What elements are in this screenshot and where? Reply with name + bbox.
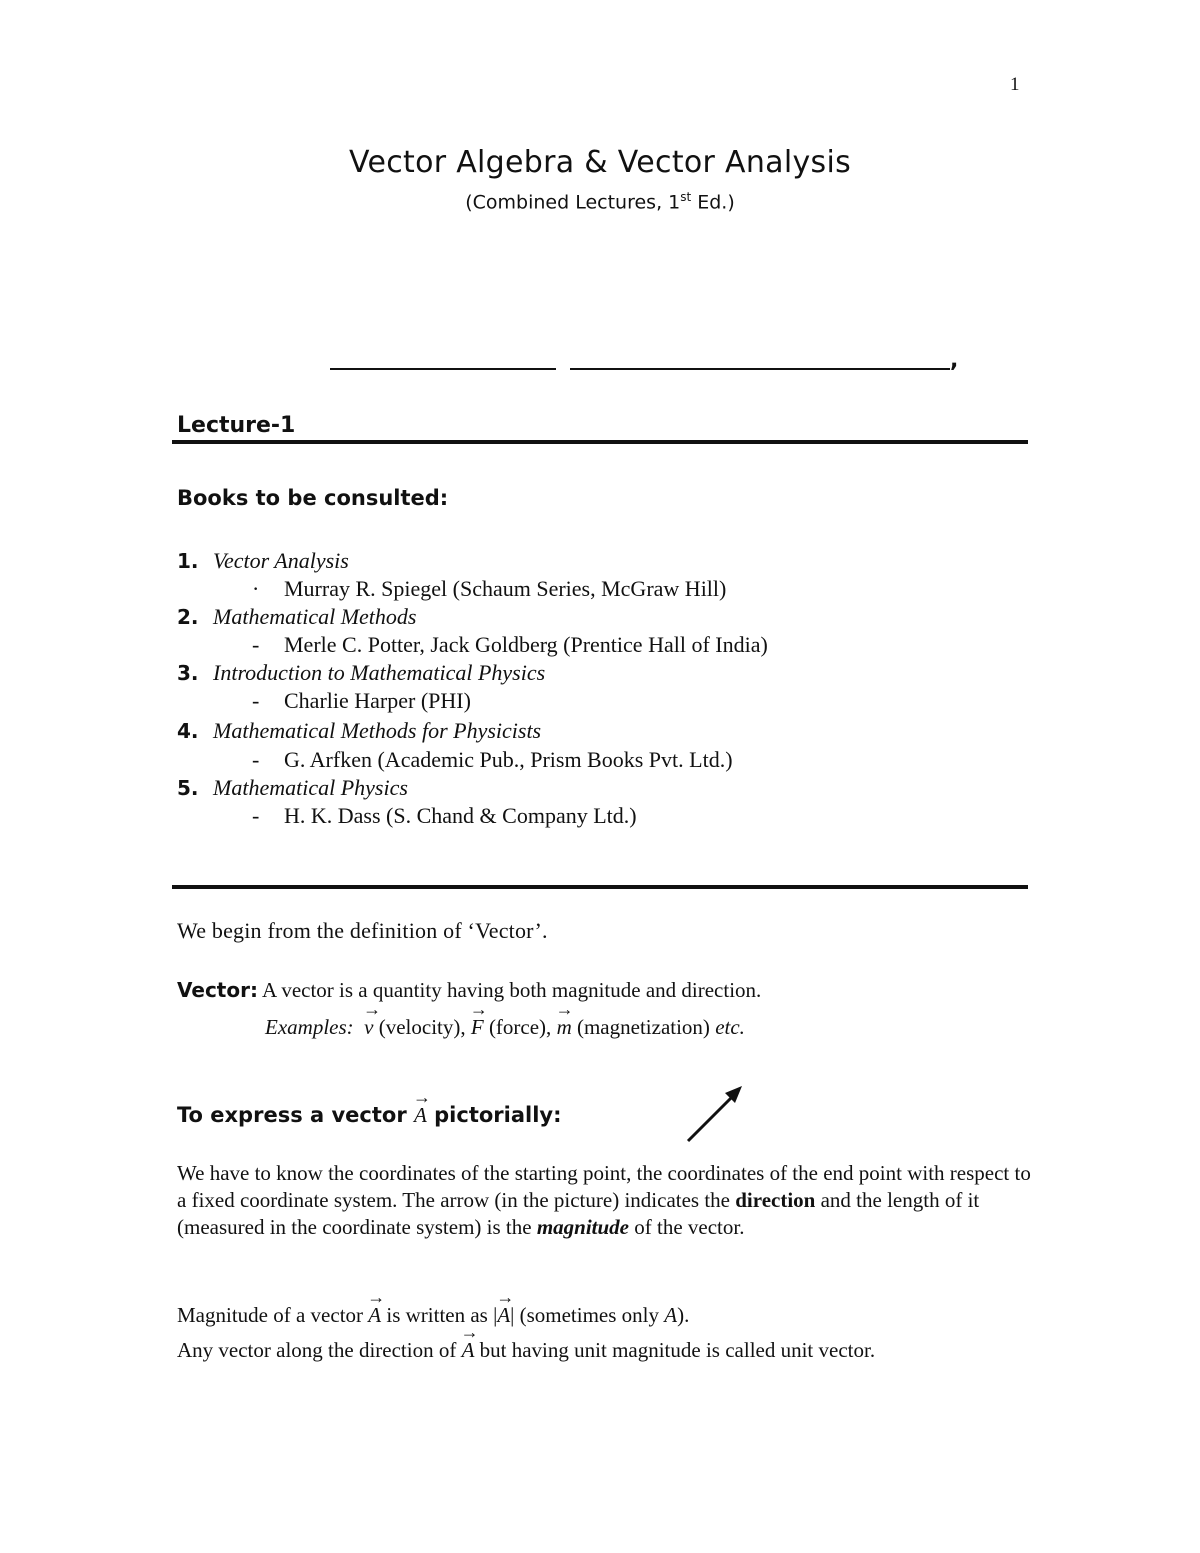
author-text: Charlie Harper (PHI) bbox=[284, 688, 471, 713]
example-text: (velocity), bbox=[373, 1015, 471, 1039]
subtitle-text-end: Ed.) bbox=[691, 191, 735, 214]
author-bullet: · bbox=[252, 576, 260, 601]
heading-rule bbox=[172, 440, 1028, 444]
author-bullet: - bbox=[252, 632, 260, 657]
example-text: (force), bbox=[483, 1015, 557, 1039]
vector-arrow-icon: → bbox=[496, 1287, 515, 1307]
vector-arrow-icon: → bbox=[367, 1287, 386, 1307]
vector-m-symbol bbox=[555, 999, 574, 1040]
vector-a-symbol bbox=[413, 1087, 431, 1128]
magnitude-text: Magnitude of a vector bbox=[177, 1303, 369, 1327]
vector-arrow-icon: → bbox=[363, 999, 382, 1019]
magnitude-text-end: ). bbox=[677, 1303, 690, 1327]
book-author-3 bbox=[252, 688, 471, 714]
book-number: 5. bbox=[177, 776, 199, 800]
book-number: 4. bbox=[177, 719, 199, 743]
lecture-heading: Lecture-1 bbox=[177, 413, 296, 438]
magnitude-text: is written as bbox=[381, 1303, 494, 1327]
paragraph-bold-magnitude: magnitude bbox=[536, 1215, 629, 1239]
vector-v-symbol bbox=[363, 999, 382, 1040]
blank-line-first bbox=[330, 368, 556, 370]
magnitude-line: Magnitude of a vector → A is written as | → A| (sometimes only A). bbox=[177, 1287, 690, 1327]
author-text: Murray R. Spiegel (Schaum Series, McGraw Hill) bbox=[284, 576, 727, 601]
book-author-2 bbox=[252, 632, 768, 658]
book-title: Vector Analysis bbox=[213, 548, 349, 573]
section-rule bbox=[172, 885, 1028, 889]
example-text: (magnetization) bbox=[571, 1015, 716, 1039]
vector-examples bbox=[265, 999, 745, 1040]
book-author-1 bbox=[252, 576, 726, 602]
vector-definition-text: A vector is a quantity having both magnitude and direction. bbox=[257, 978, 762, 1002]
symbol-letter: m bbox=[556, 1015, 572, 1039]
unit-text: Any vector along the direction of bbox=[177, 1338, 462, 1362]
book-item-4 bbox=[177, 718, 541, 744]
pictorial-paragraph bbox=[177, 1160, 1037, 1241]
vector-label: Vector: bbox=[177, 978, 258, 1002]
examples-label: Examples: bbox=[265, 1015, 354, 1039]
book-item-5 bbox=[177, 775, 408, 801]
arrow-shaft bbox=[688, 1093, 736, 1141]
unit-text-end: but having unit magnitude is called unit vector. bbox=[474, 1338, 876, 1362]
author-text: H. K. Dass (S. Chand & Company Ltd.) bbox=[284, 803, 637, 828]
author-bullet: - bbox=[252, 803, 260, 828]
symbol-letter: A bbox=[368, 1303, 382, 1327]
subtitle-superscript: st bbox=[680, 190, 692, 204]
book-author-5 bbox=[252, 803, 637, 829]
author-bullet: - bbox=[252, 688, 260, 713]
author-bullet: - bbox=[252, 747, 260, 772]
book-number: 1. bbox=[177, 549, 199, 573]
paragraph-text: of the vector. bbox=[629, 1215, 745, 1239]
unit-vector-line bbox=[177, 1322, 876, 1363]
blank-line-second bbox=[570, 368, 950, 370]
express-text: To express a vector bbox=[177, 1103, 414, 1127]
subtitle-text: (Combined Lectures, 1 bbox=[465, 191, 681, 214]
vector-arrow-icon: → bbox=[555, 999, 574, 1019]
books-heading: Books to be consulted: bbox=[177, 486, 449, 510]
magnitude-text: (sometimes only bbox=[514, 1303, 665, 1327]
page-number: 1 bbox=[1010, 74, 1020, 95]
book-title: Mathematical Methods bbox=[213, 604, 417, 629]
book-number: 3. bbox=[177, 661, 199, 685]
symbol-letter: A bbox=[414, 1103, 427, 1127]
book-item-1 bbox=[177, 548, 349, 574]
book-number: 2. bbox=[177, 605, 199, 629]
author-text: G. Arfken (Academic Pub., Prism Books Pvt. Ltd.) bbox=[284, 747, 733, 772]
vector-arrow-icon: → bbox=[469, 999, 488, 1019]
book-title: Mathematical Physics bbox=[213, 775, 408, 800]
examples-etc: etc. bbox=[715, 1015, 745, 1039]
express-text-end: pictorially: bbox=[426, 1103, 562, 1127]
vector-arrow-icon: → bbox=[460, 1322, 479, 1342]
symbol-letter: v bbox=[364, 1015, 374, 1039]
vector-f-symbol bbox=[469, 999, 488, 1040]
book-title: Introduction to Mathematical Physics bbox=[213, 660, 546, 685]
express-heading bbox=[177, 1087, 562, 1128]
document-title: Vector Algebra & Vector Analysis bbox=[348, 145, 852, 180]
vector-arrow-figure bbox=[680, 1080, 750, 1150]
intro-text: We begin from the definition of ‘Vector’. bbox=[177, 918, 548, 943]
book-author-4 bbox=[252, 747, 733, 773]
book-item-3 bbox=[177, 660, 545, 686]
symbol-letter: A bbox=[497, 1303, 511, 1327]
blank-comma: , bbox=[950, 348, 959, 373]
vector-arrow-icon: → bbox=[413, 1087, 431, 1107]
symbol-letter: A bbox=[461, 1338, 475, 1362]
paragraph-text: and the length of it (measured in the coordinate system) is the bbox=[177, 1188, 980, 1239]
vector-a-symbol bbox=[460, 1322, 479, 1363]
document-subtitle bbox=[0, 190, 1200, 213]
paragraph-bold-direction: direction bbox=[735, 1188, 816, 1212]
paragraph-text: We have to know the coordinates of the starting point, the coordinates of the end point with respect to a fixed coordinate system. The arrow (in the picture) indicates the bbox=[177, 1161, 1031, 1212]
book-item-2 bbox=[177, 604, 416, 630]
magnitude-symbol: A bbox=[664, 1303, 678, 1327]
vector-a-symbol bbox=[367, 1287, 386, 1328]
book-title: Mathematical Methods for Physicists bbox=[213, 718, 542, 743]
vector-a-abs-symbol bbox=[496, 1287, 515, 1328]
symbol-letter: F bbox=[470, 1015, 484, 1039]
author-text: Merle C. Potter, Jack Goldberg (Prentice Hall of India) bbox=[284, 632, 768, 657]
